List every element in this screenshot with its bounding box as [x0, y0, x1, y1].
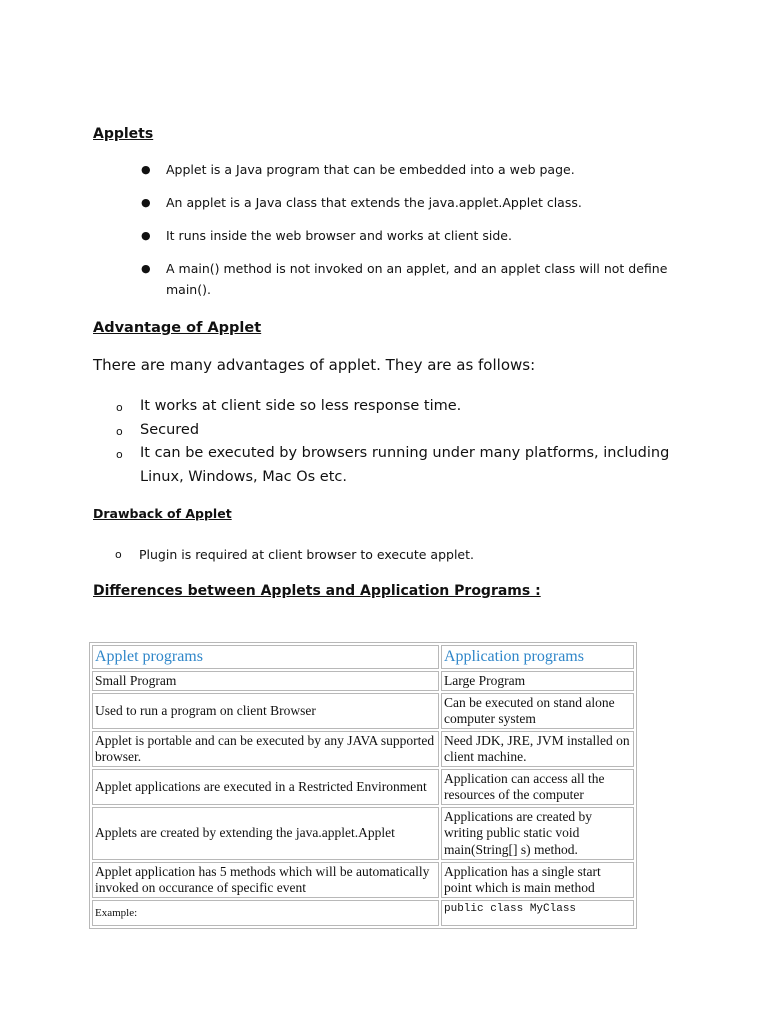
comparison-table: [89, 642, 637, 929]
list-item: ● An applet is a Java class that extends the java.applet.Applet class.: [166, 192, 676, 213]
list-item: o Secured: [140, 419, 685, 443]
bullet-icon: ●: [141, 196, 151, 209]
table-cell: Applications are created by writing public static void main(String[] s) method.: [441, 807, 634, 860]
bullet-icon: ●: [141, 262, 151, 275]
list-item: ● Applet is a Java program that can be embedded into a web page.: [166, 159, 676, 180]
circle-bullet-icon: o: [115, 548, 122, 561]
list-item: o It can be executed by browsers running under many platforms, including Linux, Windows, Mac Os etc.: [116, 445, 670, 485]
applets-heading: Applets: [93, 126, 154, 142]
list-item: ● It runs inside the web browser and works at client side.: [166, 225, 676, 246]
table-row: [92, 900, 634, 926]
column-header-application: Application programs: [441, 645, 634, 669]
table-header-row: [92, 645, 634, 669]
table-row: [92, 671, 634, 691]
table-cell: Large Program: [441, 671, 634, 691]
table-cell: Applet is portable and can be executed by any JAVA supported browser.: [92, 731, 439, 767]
table-row: [92, 807, 634, 860]
drawback-list: [115, 545, 659, 565]
advantage-intro: There are many advantages of applet. They are as follows:: [93, 356, 536, 374]
table-cell: Applets are created by extending the java.applet.Applet: [92, 807, 439, 860]
table-row: [92, 769, 634, 805]
table-row: [92, 731, 634, 767]
bullet-icon: ●: [141, 229, 151, 242]
table-cell: Application can access all the resources of the computer: [441, 769, 634, 805]
circle-bullet-icon: o: [116, 448, 123, 461]
table-cell: Applet application has 5 methods which will be automatically invoked on occurance of specific event: [92, 862, 439, 898]
table-cell: Application has a single start point which is main method: [441, 862, 634, 898]
table-cell: Can be executed on stand alone computer system: [441, 693, 634, 729]
table-row: [92, 862, 634, 898]
drawback-heading: Drawback of Applet: [93, 506, 232, 521]
table-cell: Need JDK, JRE, JVM installed on client machine.: [441, 731, 634, 767]
advantage-heading: Advantage of Applet: [93, 320, 262, 336]
list-item: ● A main() method is not invoked on an applet, and an applet class will not define main().: [166, 258, 676, 300]
list-item: o Plugin is required at client browser to execute applet.: [139, 545, 659, 565]
code-cell: public class MyClass: [441, 900, 634, 926]
table-row: [92, 693, 634, 729]
advantage-list: [116, 395, 685, 489]
differences-heading: Differences between Applets and Application Programs :: [93, 583, 541, 599]
table-cell: Small Program: [92, 671, 439, 691]
table-cell: Used to run a program on client Browser: [92, 693, 439, 729]
column-header-applet: Applet programs: [92, 645, 439, 669]
table-cell: Applet applications are executed in a Restricted Environment: [92, 769, 439, 805]
bullet-icon: ●: [141, 163, 151, 176]
circle-bullet-icon: o: [116, 401, 123, 414]
applets-bullet-list: [141, 159, 676, 300]
list-item: o It works at client side so less response time.: [140, 395, 685, 419]
table-cell: Example:: [92, 900, 439, 926]
circle-bullet-icon: o: [116, 424, 123, 438]
